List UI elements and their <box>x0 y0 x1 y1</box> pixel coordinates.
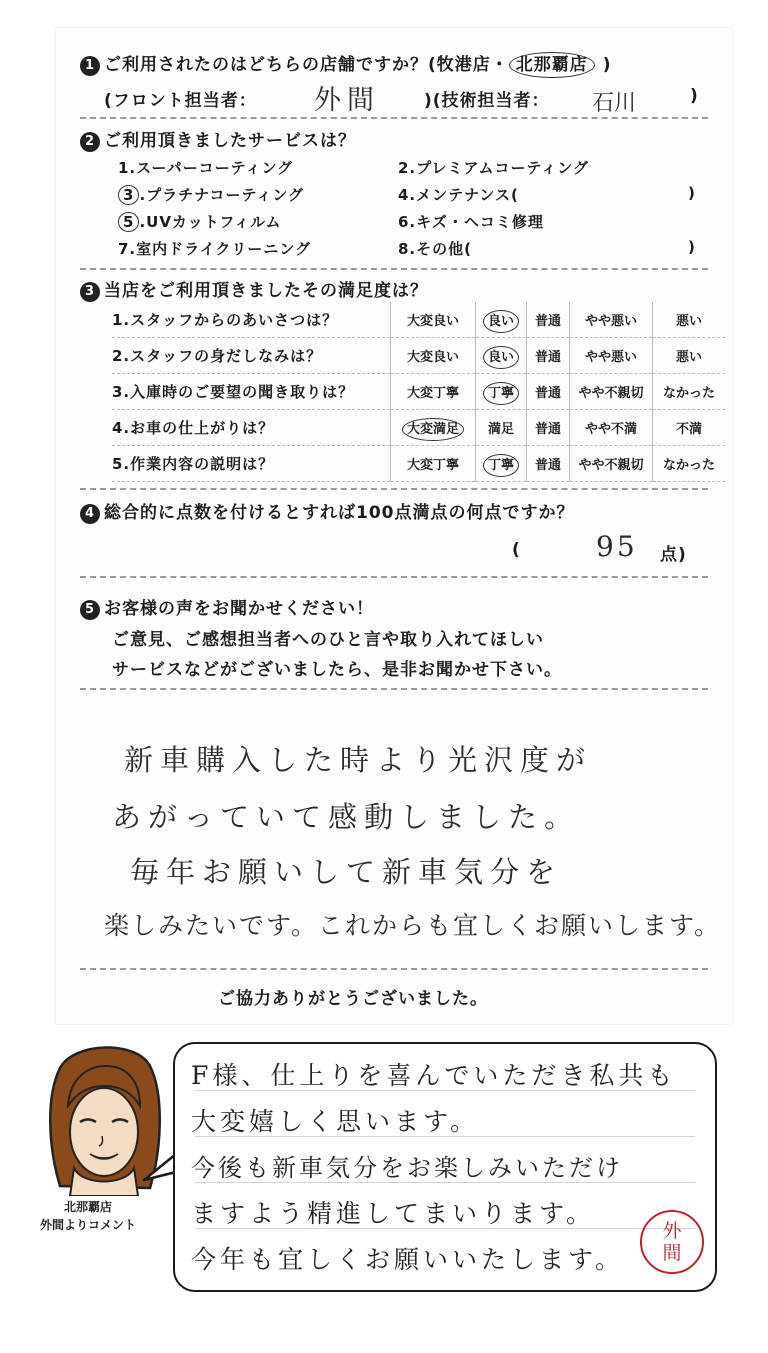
divider <box>80 117 708 119</box>
question-1: 1 ご利用されたのはどちらの店舗ですか？(牧港店・ 北那覇店 ) <box>80 50 612 76</box>
satisfaction-option-selected: 丁寧 <box>476 374 527 410</box>
staff-reply-line: 今後も新車気分をお楽しみいただけ <box>191 1154 623 1182</box>
satisfaction-option-selected: 良い <box>476 302 527 338</box>
satisfaction-option: やや不親切 <box>570 446 653 482</box>
satisfaction-option: やや悪い <box>570 338 653 374</box>
satisfaction-option: 普通 <box>527 338 570 374</box>
satisfaction-option: 普通 <box>527 410 570 446</box>
tech-staff-label: )(技術担当者： <box>424 91 550 111</box>
divider <box>80 576 708 578</box>
satisfaction-option-selected: 良い <box>476 338 527 374</box>
question-2: 2 ご利用頂きましたサービスは？ <box>80 126 356 152</box>
front-staff-value: 外間 <box>314 85 380 116</box>
number-2-icon: 2 <box>80 132 100 152</box>
service-4: 4.メンテナンス( <box>398 186 519 204</box>
divider <box>80 688 708 690</box>
satisfaction-option-selected: 大変満足 <box>391 410 476 446</box>
number-5-icon: 5 <box>80 600 100 620</box>
satisfaction-question: 5.作業内容の説明は？ <box>112 446 391 482</box>
satisfaction-option: やや不満 <box>570 410 653 446</box>
satisfaction-table <box>112 302 725 482</box>
satisfaction-row <box>112 338 725 374</box>
staff-reply-line: 大変嬉しく思います。 <box>191 1107 480 1136</box>
satisfaction-option: 満足 <box>476 410 527 446</box>
question-5: 5 お客様の声をお聞かせください！ <box>80 594 374 620</box>
name-stamp: 外間 <box>640 1210 704 1274</box>
customer-comment-line: 毎年お願いして新車気分を <box>130 855 563 889</box>
staff-reply-line: F様、仕上りを喜んでいただき私共も <box>191 1061 677 1090</box>
divider <box>80 268 708 270</box>
satisfaction-option: 大変丁寧 <box>391 446 476 482</box>
service-7: 7.室内ドライクリーニング <box>118 240 312 258</box>
satisfaction-question: 3.入庫時のご要望の聞き取りは？ <box>112 374 391 410</box>
staff-comment-label: 外間よりコメント <box>40 1218 137 1232</box>
satisfaction-question: 4.お車の仕上がりは？ <box>112 410 391 446</box>
satisfaction-option: 悪い <box>653 302 726 338</box>
question-3: 3 当店をご利用頂きましたその満足度は？ <box>80 276 428 302</box>
selected-store: 北那覇店 <box>509 52 595 78</box>
service-5-selected: 5 .UVカットフィルム <box>118 211 282 232</box>
satisfaction-row <box>112 302 725 338</box>
satisfaction-option: 大変良い <box>391 302 476 338</box>
satisfaction-option: 悪い <box>653 338 726 374</box>
satisfaction-row <box>112 446 725 482</box>
satisfaction-option: 普通 <box>527 446 570 482</box>
service-6: 6.キズ・ヘコミ修理 <box>398 213 544 231</box>
satisfaction-option: 大変良い <box>391 338 476 374</box>
tech-staff-value: 石川 <box>592 91 637 116</box>
service-8: 8.その他( <box>398 240 472 258</box>
satisfaction-option: なかった <box>653 446 726 482</box>
satisfaction-option: なかった <box>653 374 726 410</box>
customer-comment-line: 新車購入した時より光沢度が <box>124 743 593 777</box>
number-3-icon: 3 <box>80 282 100 302</box>
question-4: 4 総合的に点数を付けるとすれば100点満点の何点ですか？ <box>80 498 575 524</box>
satisfaction-row <box>112 410 725 446</box>
satisfaction-option: 不満 <box>653 410 726 446</box>
satisfaction-option: 大変丁寧 <box>391 374 476 410</box>
satisfaction-option-selected: 丁寧 <box>476 446 527 482</box>
satisfaction-option: やや不親切 <box>570 374 653 410</box>
front-staff-label: (フロント担当者： <box>104 91 257 111</box>
number-4-icon: 4 <box>80 504 100 524</box>
staff-store: 北那覇店 <box>64 1200 113 1214</box>
staff-reply-line: 今年も宜しくお願いいたします。 <box>191 1245 625 1274</box>
score-value: 95 <box>596 530 638 563</box>
satisfaction-option: やや悪い <box>570 302 653 338</box>
divider <box>80 968 708 970</box>
satisfaction-question: 2.スタッフの身だしなみは？ <box>112 338 391 374</box>
number-1-icon: 1 <box>80 56 100 76</box>
staff-reply-line: ますよう精進してまいります。 <box>191 1199 596 1228</box>
customer-comment-line: あがっていて感動しました。 <box>112 800 581 834</box>
satisfaction-question: 1.スタッフからのあいさつは？ <box>112 302 391 338</box>
service-3-selected: 3 .プラチナコーティング <box>118 184 304 205</box>
customer-comment-line: 楽しみたいです。これからも宜しくお願いします。 <box>104 911 722 940</box>
satisfaction-option: 普通 <box>527 302 570 338</box>
service-2: 2.プレミアムコーティング <box>398 159 589 177</box>
service-1: 1.スーパーコーティング <box>118 159 294 177</box>
divider <box>80 488 708 490</box>
satisfaction-row <box>112 374 725 410</box>
thanks-text: ご協力ありがとうございました。 <box>218 989 488 1009</box>
satisfaction-option: 普通 <box>527 374 570 410</box>
staff-reply-bubble <box>173 1042 717 1292</box>
